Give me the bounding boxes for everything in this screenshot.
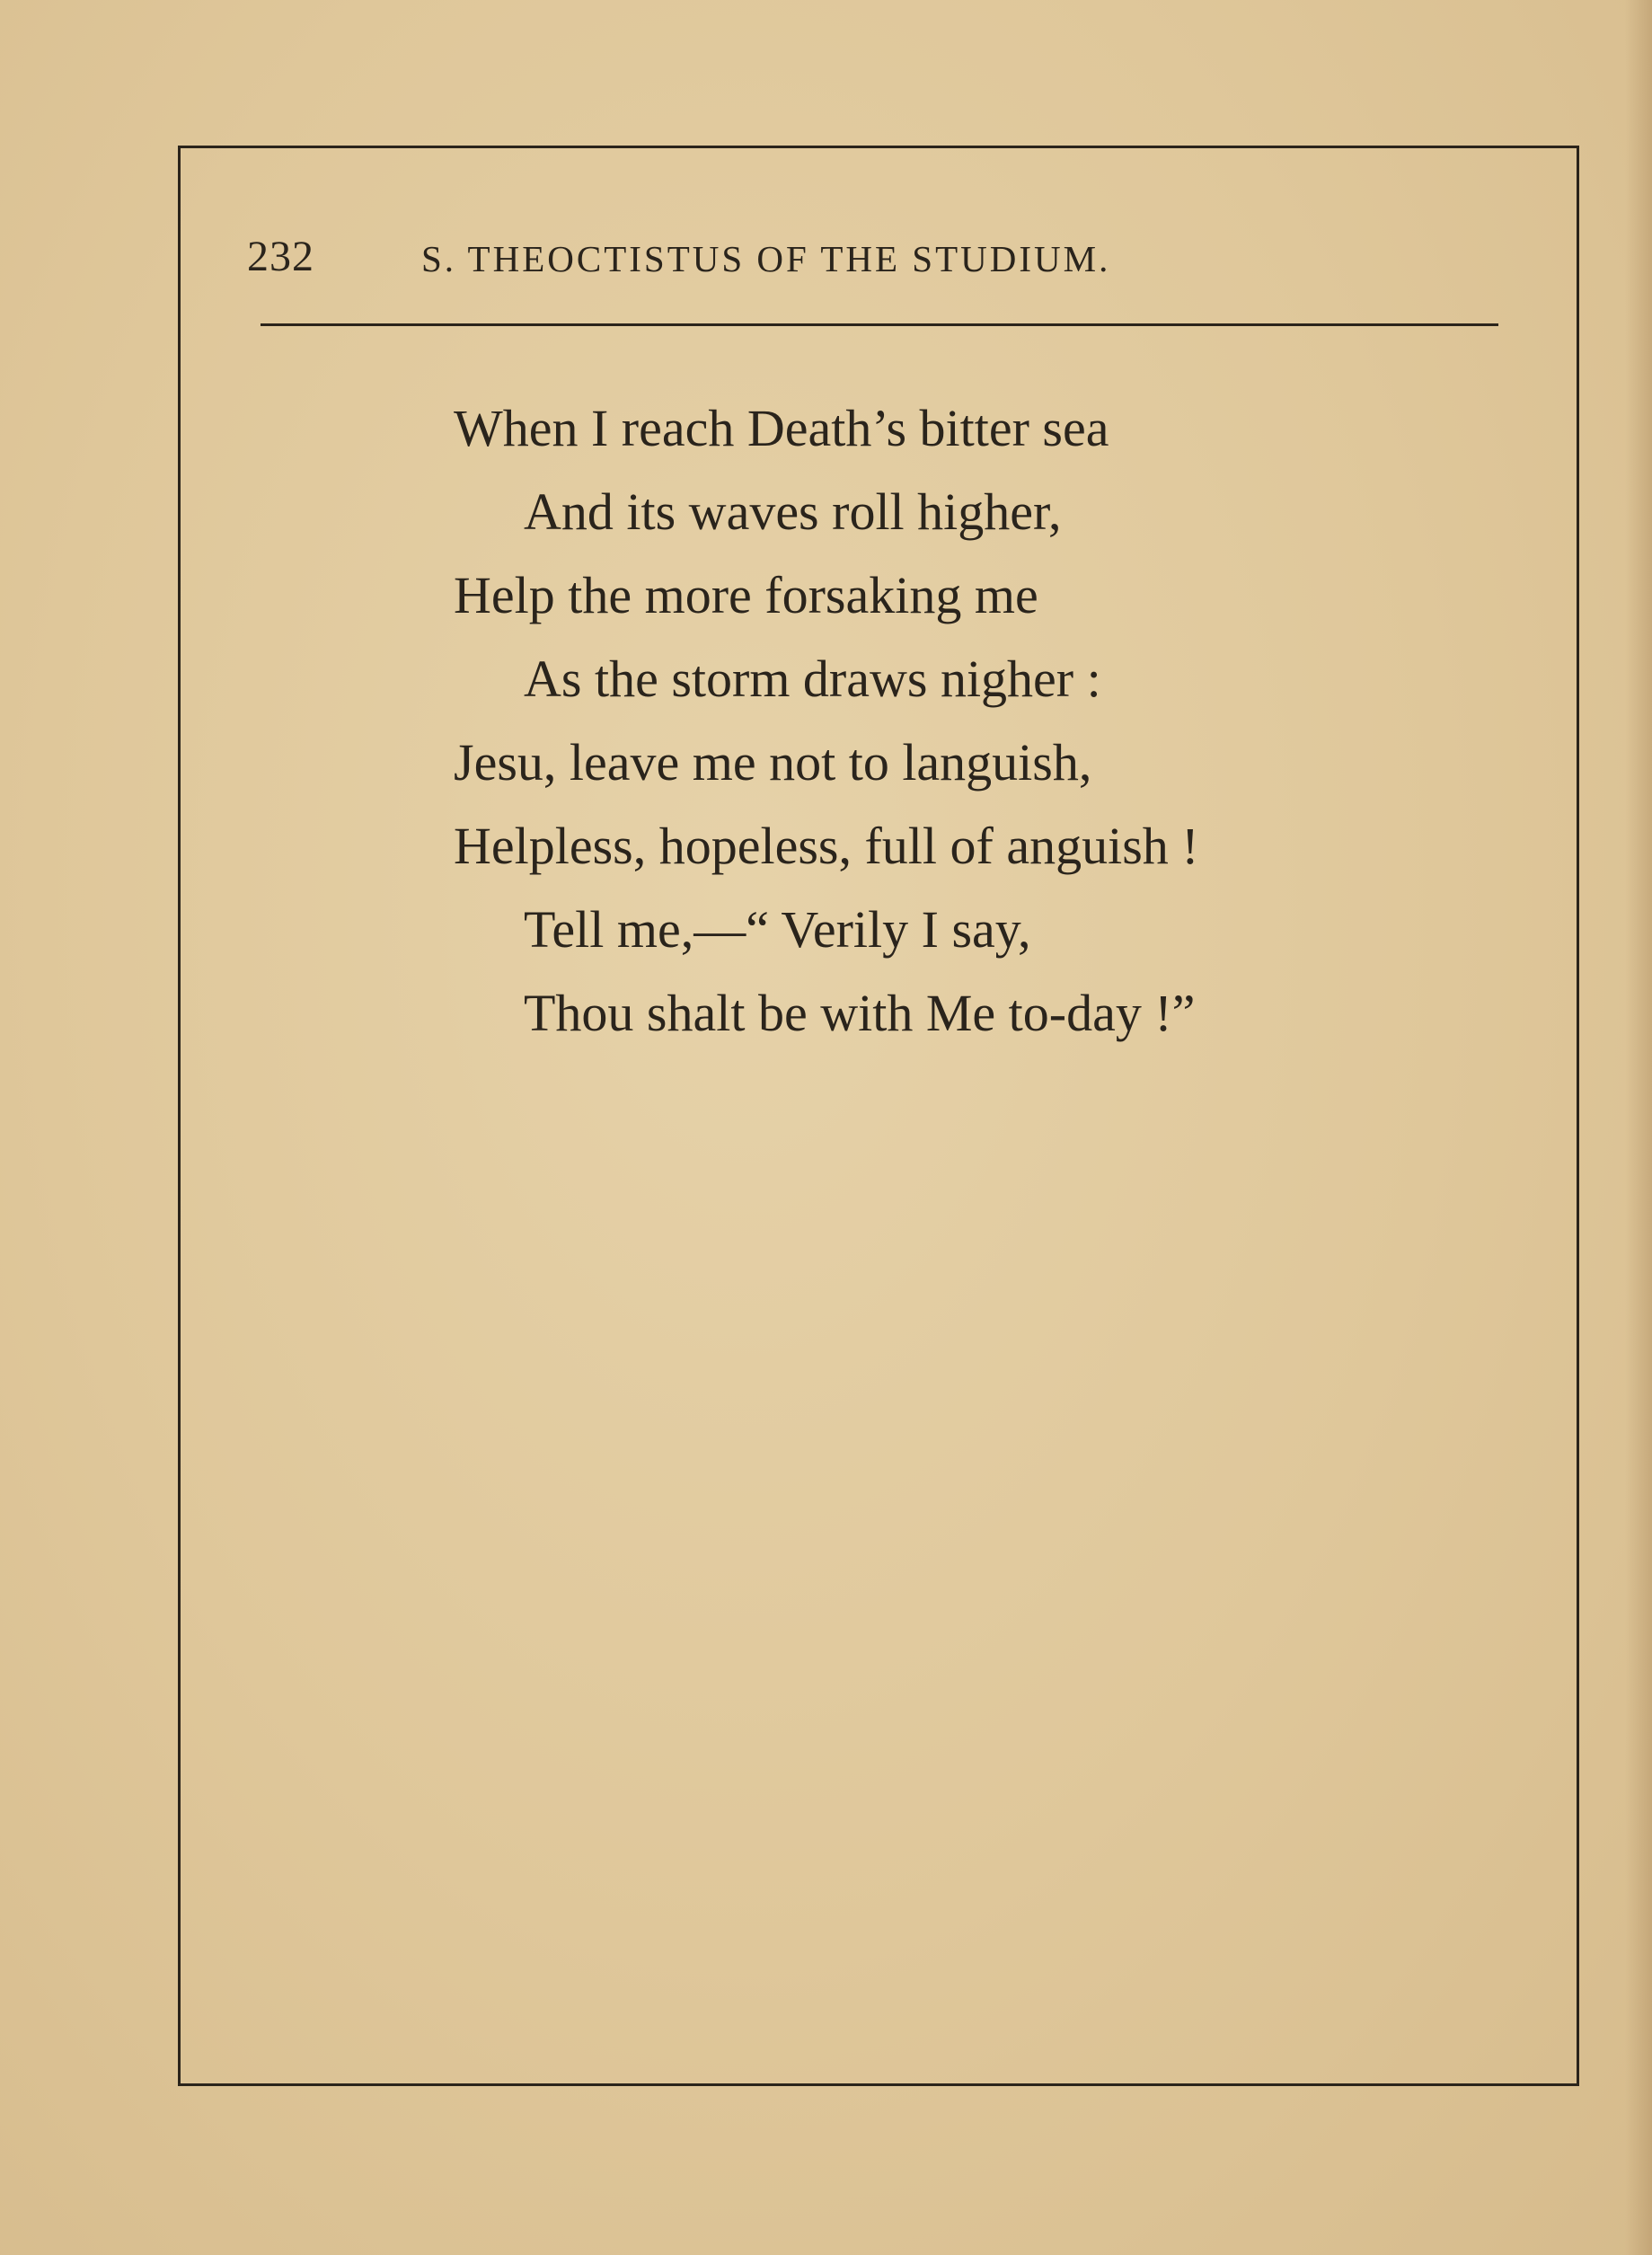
poem-line: And its waves roll higher, bbox=[524, 482, 1062, 541]
poem-stanza bbox=[454, 386, 1532, 1055]
poem-line: When I reach Death’s bitter sea bbox=[454, 399, 1109, 457]
page-number: 232 bbox=[247, 233, 314, 280]
running-head bbox=[247, 232, 1505, 286]
poem-line: Tell me,—“ Verily I say, bbox=[524, 900, 1031, 959]
poem-line: Helpless, hopeless, full of anguish ! bbox=[454, 817, 1199, 875]
page-edge-shadow bbox=[1625, 0, 1652, 2255]
running-title: S. THEOCTISTUS OF THE STUDIUM. bbox=[421, 238, 1111, 279]
header-rule bbox=[261, 323, 1498, 326]
poem-line: Help the more forsaking me bbox=[454, 566, 1038, 624]
poem-line: Thou shalt be with Me to-day !” bbox=[524, 984, 1196, 1042]
poem-line: Jesu, leave me not to languish, bbox=[454, 733, 1092, 791]
poem-line: As the storm draws nigher : bbox=[524, 650, 1101, 708]
